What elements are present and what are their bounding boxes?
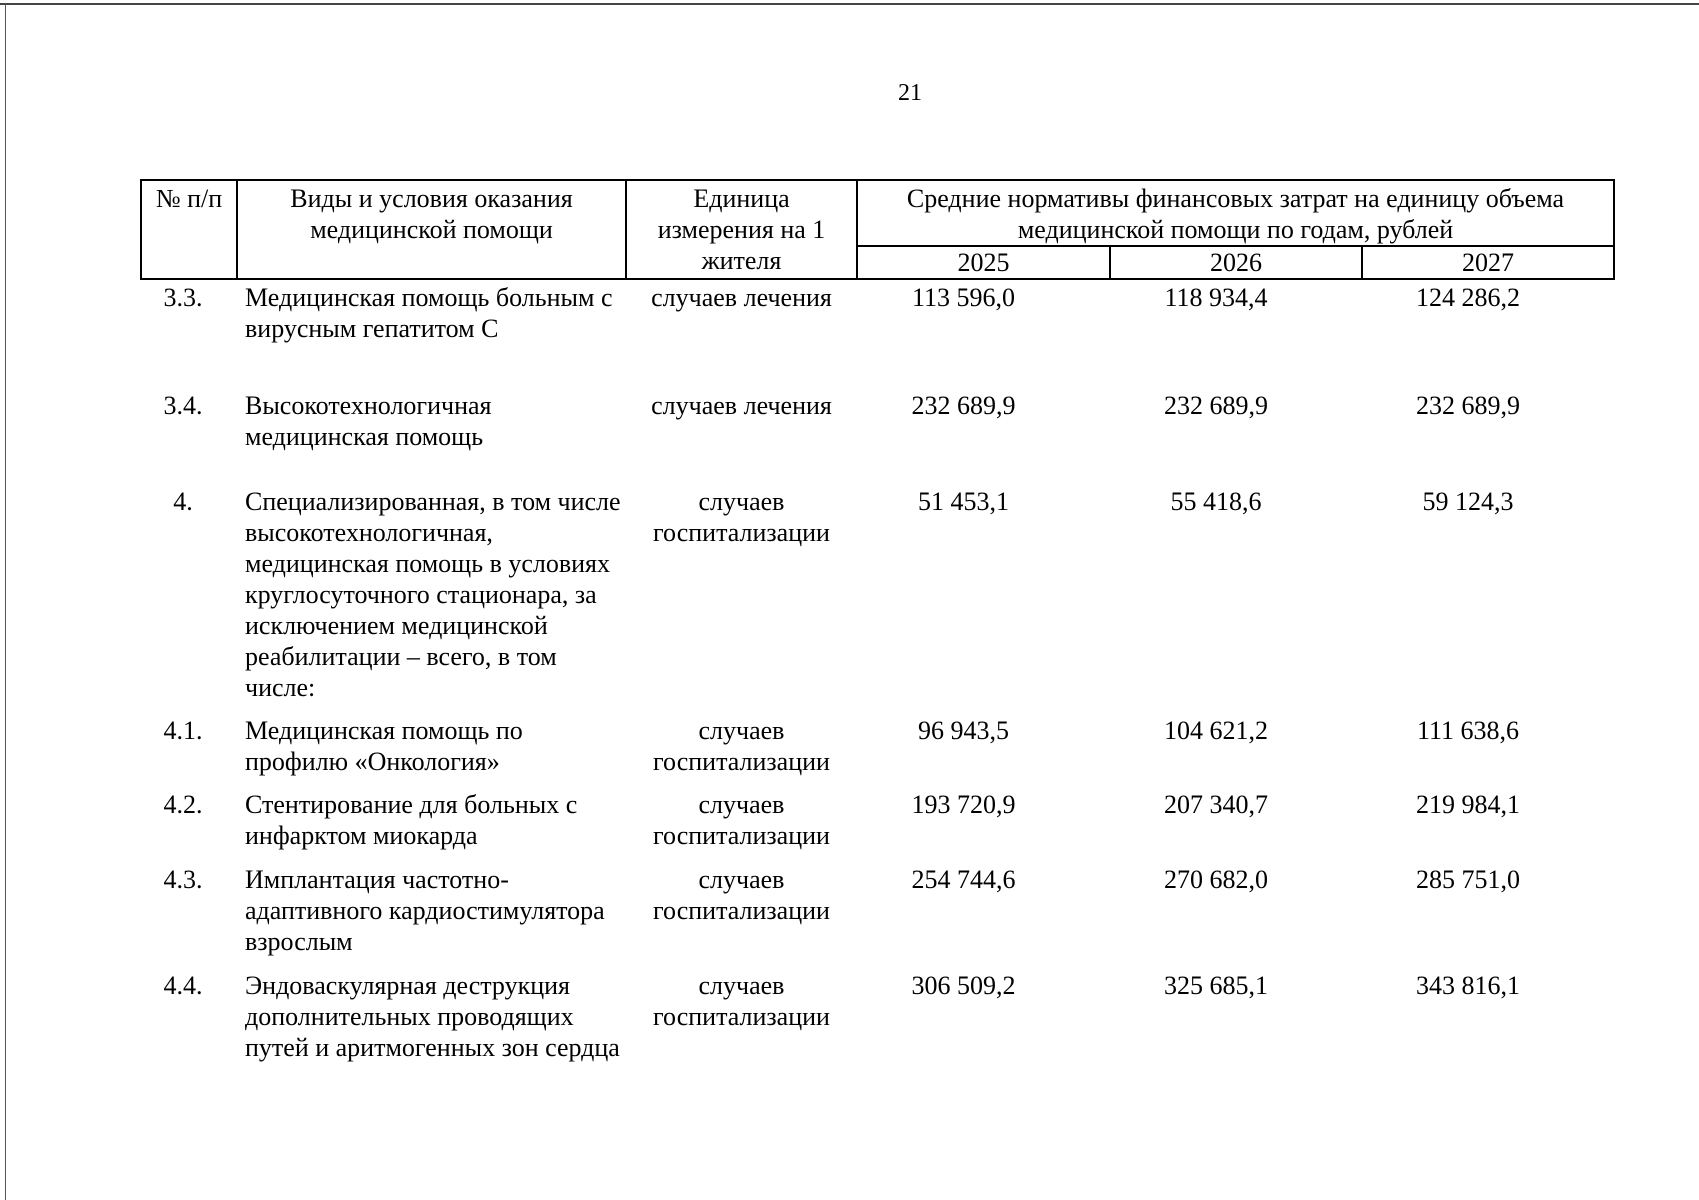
row-num: 4.2. xyxy=(163,790,203,819)
row-unit: случаев лечения xyxy=(651,283,832,312)
row-unit: случаев госпитализации xyxy=(653,487,830,547)
row-unit: случаев госпитализации xyxy=(653,716,830,776)
row-value-2025: 232 689,9 xyxy=(911,391,1016,420)
row-value-2026: 232 689,9 xyxy=(1164,391,1268,420)
row-value-2025: 96 943,5 xyxy=(918,716,1009,745)
row-value-2026: 55 418,6 xyxy=(1170,487,1262,516)
row-unit: случаев госпитализации xyxy=(653,971,830,1031)
row-value-2025: 113 596,0 xyxy=(911,283,1016,312)
header-num: № п/п xyxy=(141,180,237,279)
row-value-2025: 193 720,9 xyxy=(911,790,1016,819)
row-kind: Медицинская помощь больным с вирусным гепатитом С xyxy=(245,283,613,343)
row-num: 3.4. xyxy=(163,391,203,420)
row-num: 3.3. xyxy=(163,283,203,312)
row-kind: Стентирование для больных с инфарктом миокарда xyxy=(245,790,578,850)
row-kind: Высокотехнологичная медицинская помощь xyxy=(245,391,492,451)
page-border-left xyxy=(5,3,6,1200)
header-kind: Виды и условия оказания медицинской помощи xyxy=(237,180,626,279)
row-value-2026: 207 340,7 xyxy=(1164,790,1268,819)
table-row xyxy=(141,486,1614,715)
row-value-2026: 118 934,4 xyxy=(1164,283,1268,312)
row-value-2027: 219 984,1 xyxy=(1416,790,1520,819)
row-kind: Специализированная, в том числе высокотехнологичная, медицинская помощь в условиях круглосуточного стационара, за исключением медицинской реабилитации – всего, в том числе: xyxy=(245,487,621,702)
table-row xyxy=(141,864,1614,970)
row-unit: случаев лечения xyxy=(651,391,832,420)
row-num: 4.1. xyxy=(163,716,203,745)
table-row xyxy=(141,970,1614,1094)
row-value-2025: 51 453,1 xyxy=(918,487,1009,516)
row-value-2026: 325 685,1 xyxy=(1164,971,1268,1000)
page-border-top xyxy=(0,3,1699,5)
norms-table xyxy=(140,179,1615,1094)
table-row xyxy=(141,715,1614,789)
row-value-2027: 124 286,2 xyxy=(1416,283,1520,312)
row-value-2027: 232 689,9 xyxy=(1416,391,1520,420)
row-unit: случаев госпитализации xyxy=(653,790,830,850)
table-header xyxy=(141,180,1614,279)
table-row xyxy=(141,279,1614,390)
row-value-2027: 343 816,1 xyxy=(1416,971,1520,1000)
header-norms: Средние нормативы финансовых затрат на единицу объема медицинской помощи по годам, рублей xyxy=(857,180,1614,246)
row-value-2027: 285 751,0 xyxy=(1416,865,1520,894)
row-value-2026: 104 621,2 xyxy=(1164,716,1268,745)
row-num: 4.3. xyxy=(163,865,203,894)
row-num: 4. xyxy=(173,487,193,516)
row-value-2027: 59 124,3 xyxy=(1422,487,1514,516)
row-value-2025: 306 509,2 xyxy=(911,971,1016,1000)
row-value-2026: 270 682,0 xyxy=(1164,865,1268,894)
row-value-2025: 254 744,6 xyxy=(911,865,1016,894)
row-kind: Имплантация частотно-адаптивного кардиостимулятора взрослым xyxy=(245,865,605,956)
row-kind: Медицинская помощь по профилю «Онкология» xyxy=(245,716,523,776)
header-year-2027: 2027 xyxy=(1362,246,1614,279)
table-body xyxy=(141,279,1614,1094)
row-kind: Эндоваскулярная деструкция дополнительных проводящих путей и аритмогенных зон сердца xyxy=(245,971,620,1062)
row-num: 4.4. xyxy=(163,971,203,1000)
row-value-2027: 111 638,6 xyxy=(1416,716,1520,745)
row-unit: случаев госпитализации xyxy=(653,865,830,925)
table-row xyxy=(141,789,1614,864)
header-year-2025: 2025 xyxy=(857,246,1110,279)
table-row xyxy=(141,390,1614,486)
header-year-2026: 2026 xyxy=(1110,246,1362,279)
header-unit: Единица измерения на 1 жителя xyxy=(626,180,857,279)
page-number: 21 xyxy=(898,80,922,106)
